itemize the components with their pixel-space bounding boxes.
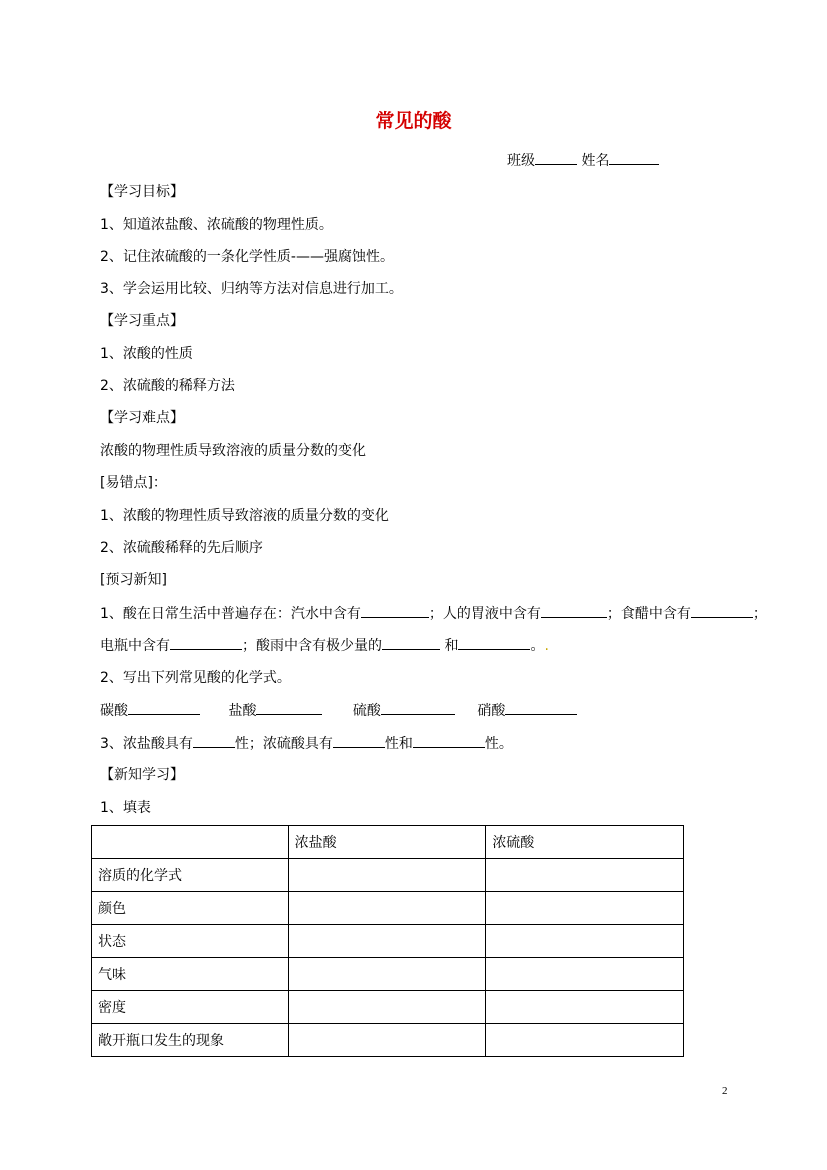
class-label: 班级 <box>507 153 535 169</box>
answer-blank <box>382 635 440 650</box>
table-answer-cell[interactable] <box>486 991 684 1024</box>
acid-label: 碳酸 <box>100 703 128 719</box>
answer-blank <box>256 700 322 715</box>
q1-text: . <box>544 638 549 654</box>
goal-item: 1、知道浓盐酸、浓硫酸的物理性质。 <box>100 217 333 233</box>
q1-text: ； <box>752 606 767 622</box>
preview-question-1 <box>100 603 767 624</box>
answer-blank <box>505 700 577 715</box>
answer-blank <box>413 733 485 748</box>
q3-text: 3、浓盐酸具有 <box>100 736 193 752</box>
name-blank <box>609 150 659 165</box>
difficulty-text: 浓酸的物理性质导致溶液的质量分数的变化 <box>100 443 366 459</box>
table-answer-cell[interactable] <box>288 991 486 1024</box>
property-table <box>91 825 684 1057</box>
acid-label: 硫酸 <box>352 703 381 719</box>
preview-question-1-cont <box>100 635 549 656</box>
q3-text: 性和 <box>384 736 413 752</box>
q1-text: 和 <box>444 638 459 654</box>
table-answer-cell[interactable] <box>288 859 486 892</box>
q1-text: ；食醋中含有 <box>606 606 691 622</box>
acid-label: 硝酸 <box>477 703 506 719</box>
table-row-label: 敞开瓶口发生的现象 <box>92 1024 289 1057</box>
table-answer-cell[interactable] <box>288 958 486 991</box>
answer-blank <box>361 603 429 618</box>
class-blank <box>535 150 577 165</box>
answer-blank <box>193 733 235 748</box>
page-number: 2 <box>722 1085 728 1097</box>
q1-text: 。 <box>530 638 545 654</box>
table-row-label: 气味 <box>92 958 289 991</box>
q1-text: ；人的胃液中含有 <box>428 606 541 622</box>
q1-text: 电瓶中含有 <box>100 638 170 654</box>
table-row <box>92 958 684 991</box>
preview-question-2: 2、写出下列常见酸的化学式。 <box>100 670 291 686</box>
mistakes-heading: [易错点]： <box>100 475 167 491</box>
table-row <box>92 892 684 925</box>
table-row <box>92 991 684 1024</box>
table-header-cell: 浓硫酸 <box>486 826 684 859</box>
table-answer-cell[interactable] <box>486 892 684 925</box>
difficulty-heading: 【学习难点】 <box>100 410 184 426</box>
answer-blank <box>458 635 530 650</box>
answer-blank <box>381 700 455 715</box>
student-info <box>507 150 659 171</box>
answer-blank <box>691 603 753 618</box>
table-header-row <box>92 826 684 859</box>
preview-heading: [预习新知] <box>100 572 167 588</box>
acid-formula-row <box>100 700 577 721</box>
table-answer-cell[interactable] <box>486 859 684 892</box>
q3-text: 性；浓硫酸具有 <box>234 736 333 752</box>
table-answer-cell[interactable] <box>288 892 486 925</box>
focus-heading: 【学习重点】 <box>100 313 184 329</box>
goals-heading: 【学习目标】 <box>100 184 184 200</box>
table-row-label: 溶质的化学式 <box>92 859 289 892</box>
table-row-label: 颜色 <box>92 892 289 925</box>
preview-question-3 <box>100 733 513 754</box>
acid-label: 盐酸 <box>228 703 257 719</box>
table-answer-cell[interactable] <box>486 925 684 958</box>
answer-blank <box>128 700 200 715</box>
table-row <box>92 1024 684 1057</box>
page-title: 常见的酸 <box>375 110 452 132</box>
table-row-label: 密度 <box>92 991 289 1024</box>
name-label: 姓名 <box>581 153 610 169</box>
table-row-label: 状态 <box>92 925 289 958</box>
table-answer-cell[interactable] <box>486 1024 684 1057</box>
goal-item: 2、记住浓硫酸的一条化学性质-——强腐蚀性。 <box>100 249 394 265</box>
focus-item: 2、浓硫酸的稀释方法 <box>100 378 235 394</box>
mistake-item: 1、浓酸的物理性质导致溶液的质量分数的变化 <box>100 508 389 524</box>
q3-text: 性。 <box>484 736 513 752</box>
mistake-item: 2、浓硫酸稀释的先后顺序 <box>100 540 263 556</box>
goal-item: 3、学会运用比较、归纳等方法对信息进行加工。 <box>100 281 403 297</box>
table-header-cell <box>92 826 289 859</box>
table-answer-cell[interactable] <box>486 958 684 991</box>
q1-text: 1、酸在日常生活中普遍存在：汽水中含有 <box>100 606 361 622</box>
focus-item: 1、浓酸的性质 <box>100 346 193 362</box>
table-answer-cell[interactable] <box>288 1024 486 1057</box>
table-row <box>92 859 684 892</box>
answer-blank <box>333 733 385 748</box>
table-row <box>92 925 684 958</box>
table-header-cell: 浓盐酸 <box>288 826 486 859</box>
table-answer-cell[interactable] <box>288 925 486 958</box>
answer-blank <box>170 635 242 650</box>
q1-text: ；酸雨中含有极少量的 <box>242 638 382 654</box>
newlearn-heading: 【新知学习】 <box>100 767 184 783</box>
answer-blank <box>541 603 607 618</box>
fill-table-label: 1、填表 <box>100 800 151 816</box>
